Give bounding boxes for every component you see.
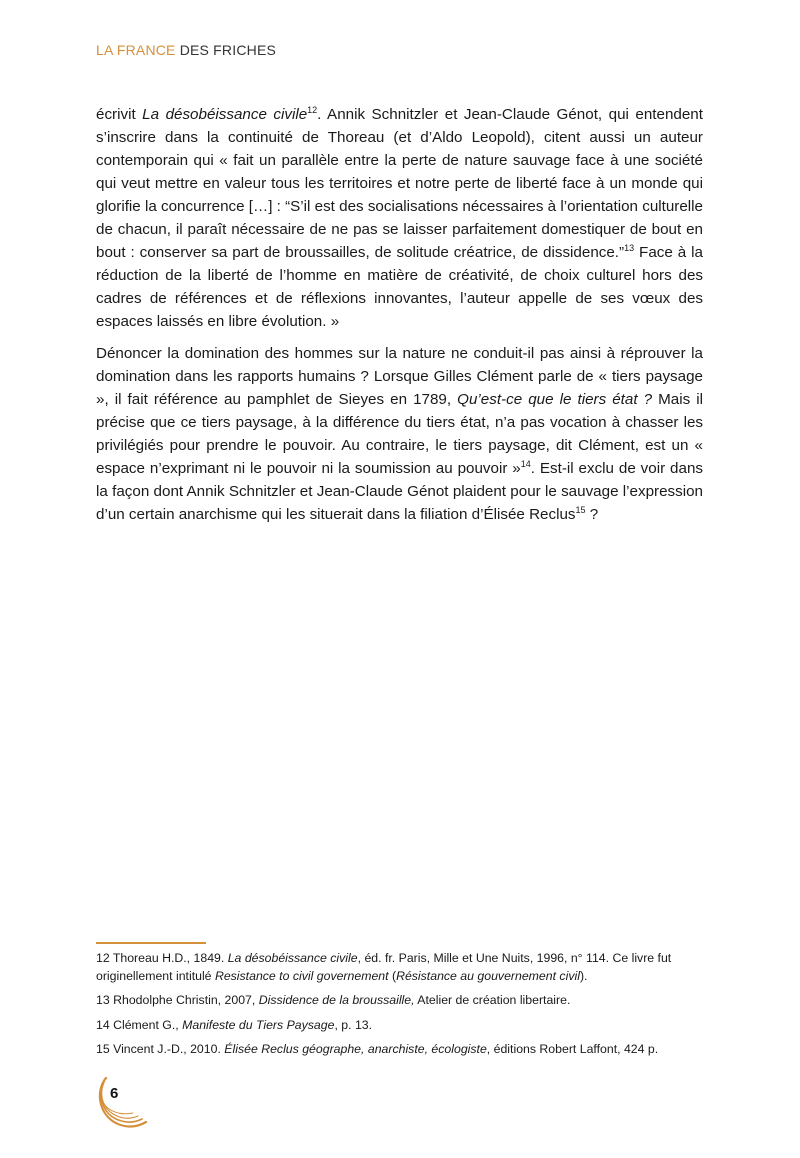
book-title: Resistance to civil governement [214,968,389,983]
running-header [96,42,276,58]
main-text [96,103,703,535]
book-title: Manifeste du Tiers Paysage [182,1017,335,1032]
text-run: 13 Rhodolphe Christin, 2007, [96,993,259,1007]
text-run: , p. 13. [334,1017,373,1032]
text-run: ? [585,506,599,523]
text-run: Atelier de création libertaire. [414,993,571,1007]
footnote-divider [96,942,206,944]
text-run: Dénoncer la domination des hommes sur la nature ne conduit-il pas ainsi à réprouver la domination dans les rapports humains ? Lorsque Gilles Clément parle de « tiers paysage », il fait référence au pamphlet de Sieyes en 1789, [96,345,703,408]
text-run: . Annik Schnitzler et Jean-Claude Génot, qui entendent s’inscrire dans la continuité de Thoreau (et d’Aldo Leopold), citent aussi un auteur contemporain qui « fait un parallèle entre la perte de nature sauvage face à une société qui veut mettre en valeur tous les territoires et notre perte de liberté face à un monde qui glorifie la concurrence […] : “S’il est des socialisations nécessaires à l’orientation culturelle de chacun, il paraît nécessaire de ne pas se laisser parfaitement domestiquer de bout en bout : conserver sa part de broussailles, de solitude créatrice, de dissidence.” [96,106,703,261]
text-run: Face à la réduction de la liberté de l’homme en matière de créativité, de choix culturel hors des cadres de références et de réflexions innovantes, l’auteur appelle de ses vœux des espaces laissés en libre évolution. » [96,244,703,330]
text-run: , éd. fr. Paris, Mille et Une Nuits, 1996, n° 114. Ce livre fut originellement intitulé [96,951,672,983]
paragraph-2 [96,342,703,526]
book-title: Résistance au gouvernement civil [396,968,580,983]
footnote-13 [96,992,703,1010]
footnote-12 [96,950,703,985]
text-run: ( [388,968,397,983]
text-run: 15 Vincent J.-D., 2010. [96,1042,225,1056]
footnotes [96,950,703,1066]
footnote-ref-14[interactable]: 14 [520,458,531,469]
pamphlet-title: Qu’est-ce que le tiers état ? [457,391,653,408]
footnote-14 [96,1017,703,1035]
book-title: La désobéissance civile [142,106,308,123]
running-header-accent: LA FRANCE [96,42,176,58]
book-title: Dissidence de la broussaille, [258,993,415,1007]
paragraph-1 [96,103,703,333]
book-title: La désobéissance civile [227,951,358,965]
page-number: 6 [110,1085,119,1102]
footnote-ref-12[interactable]: 12 [307,104,318,115]
footnote-15 [96,1041,703,1059]
footnote-ref-13[interactable]: 13 [624,242,635,253]
text-run: 14 Clément G., [96,1017,183,1032]
text-run: . Est-il exclu de voir dans la façon dont Annik Schnitzler et Jean-Claude Génot plaident pour le sauvage l’expression d’un certain anarchisme qui les situerait dans la filiation d’Élisée Reclus [96,460,703,523]
text-run: , éditions Robert Laffont, 424 p. [486,1042,659,1056]
folio-swirl-icon [92,1072,152,1132]
text-run: écrivit [96,106,143,123]
text-run: ). [579,968,588,983]
text-run: 12 Thoreau H.D., 1849. [96,951,228,965]
book-title: Élisée Reclus géographe, anarchiste, écologiste [224,1042,487,1056]
text-run: Mais il précise que ce tiers paysage, à la différence du tiers état, n’a pas vocation à chasser les privilégiés pour prendre le pouvoir. Au contraire, le tiers paysage, dit Clément, est un « espace n’exprimant ni le pouvoir ni la soumission au pouvoir » [96,391,703,477]
footnote-ref-15[interactable]: 15 [575,504,586,515]
running-header-title: DES FRICHES [175,42,277,58]
